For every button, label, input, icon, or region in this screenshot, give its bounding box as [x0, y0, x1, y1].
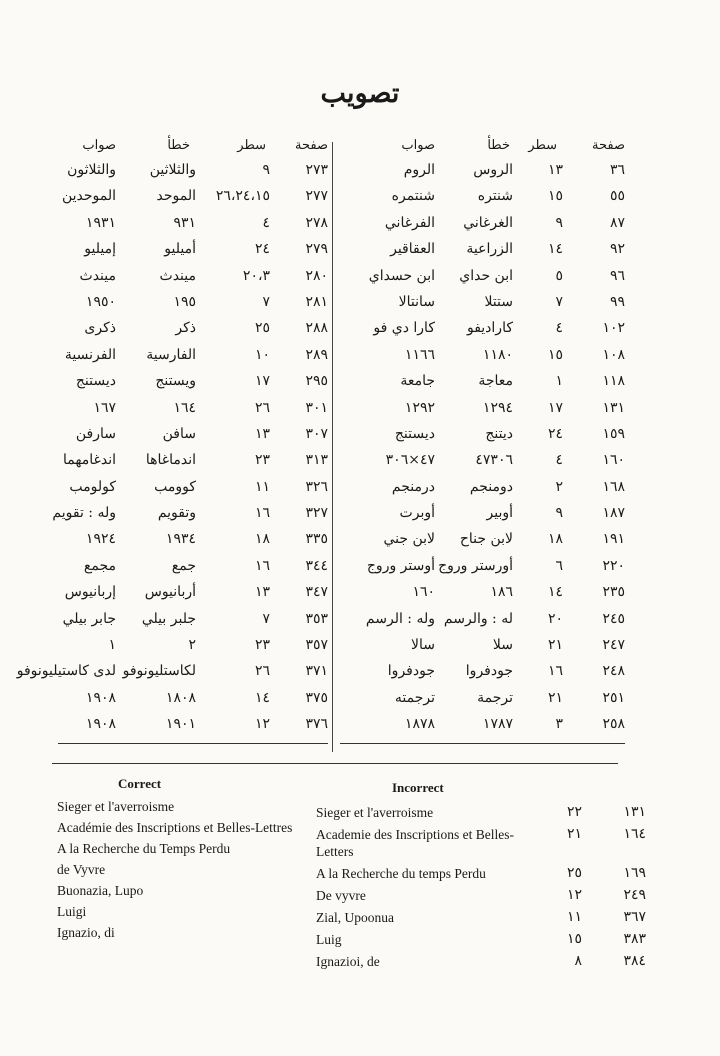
page-cell: ٢٧٧: [305, 188, 328, 205]
header-line: سطر: [237, 138, 266, 153]
table-row: [58, 580, 328, 606]
page-cell: ٣٤٤: [305, 557, 328, 574]
incorrect-text: Sieger et l'averroisme: [316, 805, 434, 820]
header-page: صفحة: [295, 138, 328, 153]
line-cell: ٧: [262, 293, 270, 310]
right-cell: ١٩٥٠: [85, 293, 116, 310]
incorrect-item: [316, 804, 646, 821]
line-cell: ١٤: [547, 241, 563, 258]
line-cell: ١٦: [254, 505, 270, 522]
wrong-cell: سلا: [492, 637, 513, 654]
table-row: [58, 527, 328, 553]
header-right: صواب: [401, 138, 435, 153]
page-cell: ٢٣٥: [602, 584, 625, 601]
table-row: [58, 633, 328, 659]
table-bottom-rule: [58, 743, 328, 744]
table-row: [58, 422, 328, 448]
wrong-cell: ٢: [188, 637, 196, 654]
table-row: [340, 316, 625, 342]
correct-item: Ignazio, di: [57, 925, 115, 940]
wrong-cell: كاراديفو: [466, 320, 513, 337]
table-row: [58, 184, 328, 210]
right-cell: أوبرت: [399, 505, 435, 522]
table-row: [16, 659, 328, 685]
incorrect-item: [316, 909, 646, 926]
line-cell: ٩: [555, 214, 563, 231]
wrong-cell: ١٩٥: [173, 293, 196, 310]
incorrect-page-number: ٣٨٣: [623, 932, 646, 947]
correct-list: [57, 798, 317, 945]
incorrect-item: [316, 931, 646, 948]
right-cell: ديستنج: [75, 373, 116, 390]
page-cell: ١٠٨: [602, 346, 625, 363]
table-header-row: [58, 134, 328, 158]
line-cell: ٤: [555, 452, 563, 469]
page-cell: ١٥٩: [602, 425, 625, 442]
line-cell: ٢٦: [254, 399, 270, 416]
incorrect-page-number: ٢٤٩: [623, 888, 646, 903]
page-cell: ٢٥٨: [602, 716, 625, 733]
page-cell: ٢٧٩: [305, 241, 328, 258]
table-row: [340, 686, 625, 712]
right-cell: الفرغاني: [384, 214, 435, 231]
wrong-cell: الفارسية: [146, 346, 196, 363]
table-row: [58, 369, 328, 395]
line-cell: ٢٣: [254, 637, 270, 654]
line-cell: ١٥: [547, 188, 563, 205]
page-cell: ٢٤٥: [602, 610, 625, 627]
page-cell: ١٩١: [602, 531, 625, 548]
right-cell: والثلاثون: [67, 162, 116, 178]
wrong-cell: ستتلا: [484, 293, 513, 310]
right-cell: جودفروا: [387, 663, 435, 680]
wrong-cell: الروس: [473, 162, 513, 178]
table-row: [340, 633, 625, 659]
right-cell: ١٩٠٨: [85, 716, 116, 733]
wrong-cell: ١٨٠٨: [165, 689, 196, 706]
incorrect-line-number: ٨: [574, 954, 582, 969]
line-cell: ٥: [555, 267, 563, 284]
wrong-cell: سافن: [162, 425, 196, 442]
line-cell: ١٣: [254, 584, 270, 601]
right-cell: سارفن: [75, 425, 116, 442]
wrong-cell: جمع: [171, 557, 196, 574]
correct-item: Académie des Inscriptions et Belles-Lettres: [57, 820, 293, 835]
page-cell: ٢٨٠: [305, 267, 328, 284]
table-row: [58, 343, 328, 369]
table-row: [340, 712, 625, 738]
line-cell: ٢٤: [547, 425, 563, 442]
errata-table-right: [340, 134, 625, 739]
page-cell: ٢٤٧: [602, 637, 625, 654]
incorrect-item: [316, 826, 646, 860]
line-cell: ٢: [555, 478, 563, 495]
page-cell: ٣٧٦: [305, 716, 328, 733]
table-row: [58, 316, 328, 342]
right-cell: ١١٦٦: [404, 346, 435, 363]
table-row: [340, 211, 625, 237]
line-cell: ٢٦،٢٤،١٥: [215, 188, 270, 205]
wrong-cell: أورستر وروج: [438, 557, 513, 574]
incorrect-text: A la Recherche du temps Perdu: [316, 866, 486, 881]
page-cell: ٣٧١: [305, 663, 328, 680]
wrong-cell: ذكر: [175, 320, 196, 337]
line-cell: ٣: [555, 716, 563, 733]
incorrect-line-number: ٢١: [566, 827, 582, 842]
right-cell: أوستر وروج: [366, 557, 435, 574]
page-cell: ٢٨١: [305, 293, 328, 310]
incorrect-text: Ignazioi, de: [316, 954, 380, 969]
table-row: [58, 607, 328, 633]
line-cell: ١٨: [254, 531, 270, 548]
right-cell: سانتالا: [398, 293, 435, 310]
line-cell: ٩: [262, 162, 270, 178]
right-cell: وله : الرسم: [365, 610, 435, 627]
line-cell: ١٢: [254, 716, 270, 733]
table-row: [58, 158, 328, 184]
correct-item: Luigi: [57, 904, 87, 919]
table-row: [340, 580, 625, 606]
page-cell: ٣٣٥: [305, 531, 328, 548]
incorrect-item: [316, 865, 646, 882]
wrong-cell: دومنجم: [469, 478, 513, 495]
incorrect-text: Zial, Upoonua: [316, 910, 394, 925]
errata-table-left: [16, 134, 328, 739]
line-cell: ٧: [555, 293, 563, 310]
table-row: [52, 501, 328, 527]
table-row: [340, 554, 625, 580]
wrong-cell: ٩٣١: [173, 214, 196, 231]
wrong-cell: ابن حداي: [459, 267, 513, 284]
wrong-cell: ١١٨٠: [482, 346, 513, 363]
line-cell: ١٠: [254, 346, 270, 363]
incorrect-heading: Incorrect: [392, 780, 444, 795]
incorrect-page-number: ١٣١: [623, 805, 646, 820]
right-cell: سالا: [411, 637, 435, 654]
page-cell: ٢٤٨: [602, 663, 625, 680]
page-cell: ٣٥٧: [305, 637, 328, 654]
right-cell: الموحدين: [61, 188, 116, 205]
incorrect-line-number: ١٥: [566, 932, 582, 947]
line-cell: ١٧: [547, 399, 563, 416]
page-cell: ٥٥: [609, 188, 625, 205]
wrong-cell: الغرغاني: [463, 214, 513, 231]
page-cell: ٩٦: [609, 267, 625, 284]
table-row: [58, 475, 328, 501]
header-line: سطر: [528, 138, 557, 153]
page-cell: ٢٨٩: [305, 346, 328, 363]
wrong-cell: ١٨٦: [490, 584, 513, 601]
header-page: صفحة: [592, 138, 625, 153]
correct-item: Sieger et l'averroisme: [57, 799, 175, 814]
line-cell: ١٣: [254, 425, 270, 442]
header-wrong: خطأ: [167, 138, 190, 153]
column-divider: [332, 142, 333, 752]
page-cell: ١١٨: [602, 373, 625, 390]
page-cell: ٨٧: [609, 214, 625, 231]
incorrect-line-number: ١٢: [566, 888, 582, 903]
correct-item: Buonazia, Lupo: [57, 883, 144, 898]
line-cell: ٢١: [547, 637, 563, 654]
incorrect-list: [316, 804, 646, 975]
line-cell: ١: [555, 373, 563, 390]
line-cell: ٧: [262, 610, 270, 627]
wrong-cell: ١٦٤: [173, 399, 196, 416]
table-row: [340, 475, 625, 501]
line-cell: ٢٤: [254, 241, 270, 258]
wrong-cell: جودفروا: [465, 663, 513, 680]
table-row: [58, 290, 328, 316]
right-cell: إميليو: [84, 241, 116, 258]
table-row: [340, 184, 625, 210]
table-row: [340, 237, 625, 263]
wrong-cell: ترجمة: [477, 689, 513, 706]
wrong-cell: وتقويم: [157, 505, 196, 522]
right-cell: ١٩٢٤: [85, 531, 116, 548]
wrong-cell: أوبير: [486, 505, 513, 522]
table-row: [340, 369, 625, 395]
wrong-cell: ١٩٠١: [165, 716, 196, 733]
page-cell: ٩٩: [609, 293, 625, 310]
table-row: [340, 501, 625, 527]
page-cell: ٣٠١: [305, 399, 328, 416]
right-cell: اندغامهما: [62, 452, 116, 469]
line-cell: ١٥: [547, 346, 563, 363]
table-row: [58, 554, 328, 580]
line-cell: ١٤: [547, 584, 563, 601]
table-row: [340, 659, 625, 685]
line-cell: ٦: [555, 557, 563, 574]
right-cell: ابن حسداي: [368, 267, 435, 284]
right-cell: جابر بيلي: [62, 610, 116, 627]
line-cell: ٢٦: [254, 663, 270, 680]
line-cell: ٩: [555, 505, 563, 522]
line-cell: ١٦: [254, 557, 270, 574]
header-wrong: خطأ: [487, 138, 510, 153]
page-cell: ٢٢٠: [602, 557, 625, 574]
page-cell: ١٠٢: [602, 320, 625, 337]
wrong-cell: ميندث: [159, 267, 196, 284]
page-cell: ١٦٨: [602, 478, 625, 495]
table-row: [58, 448, 328, 474]
right-cell: العقاقير: [390, 241, 435, 258]
line-cell: ٢٠: [547, 610, 563, 627]
right-cell: الفرنسية: [64, 346, 116, 363]
page-cell: ٢٩٥: [305, 373, 328, 390]
right-cell: ١٢٩٢: [404, 399, 435, 416]
line-cell: ١١: [254, 478, 270, 495]
table-row: [340, 290, 625, 316]
right-cell: درمنجم: [391, 478, 435, 495]
wrong-cell: كوومب: [154, 478, 196, 495]
table-row: [340, 396, 625, 422]
wrong-cell: ١٩٣٤: [165, 531, 196, 548]
section-divider: [52, 763, 618, 764]
page-cell: ٢٧٣: [305, 162, 328, 178]
wrong-cell: أميليو: [164, 241, 196, 258]
line-cell: ٢٠،٣: [242, 267, 270, 284]
line-cell: ١٦: [547, 663, 563, 680]
correct-heading: Correct: [118, 776, 162, 791]
page-cell: ٣٦: [609, 162, 625, 178]
line-cell: ١٤: [254, 689, 270, 706]
table-row: [340, 158, 625, 184]
incorrect-text: De vyvre: [316, 888, 366, 903]
page-cell: ٣٤٧: [305, 584, 328, 601]
table-row: [58, 237, 328, 263]
line-cell: ٤: [262, 214, 270, 231]
wrong-cell: لكاستليونوفو: [122, 663, 196, 680]
right-cell: ديستنج: [394, 425, 435, 442]
correct-item: A la Recherche du Temps Perdu: [57, 841, 231, 856]
table-row: [58, 712, 328, 738]
incorrect-page-number: ١٦٩: [623, 866, 646, 881]
right-cell: ١٦٧: [93, 399, 116, 416]
wrong-cell: اندماغاها: [145, 452, 196, 469]
right-cell: جامعة: [400, 373, 435, 390]
page-cell: ٣٧٥: [305, 689, 328, 706]
table-row: [58, 396, 328, 422]
line-cell: ١٣: [547, 162, 563, 178]
wrong-cell: أربانيوس: [144, 584, 196, 601]
right-cell: كارا دي فو: [373, 320, 435, 337]
right-cell: ١٦٠: [412, 584, 435, 601]
wrong-cell: شنتره: [477, 188, 513, 205]
line-cell: ١٧: [254, 373, 270, 390]
line-cell: ٢١: [547, 689, 563, 706]
wrong-cell: الزراعية: [466, 241, 513, 258]
table-row: [340, 527, 625, 553]
page-cell: ٢٥١: [602, 689, 625, 706]
right-cell: ١٩٠٨: [85, 689, 116, 706]
page-cell: ٣٠٧: [305, 425, 328, 442]
wrong-cell: جلبر بيلي: [141, 610, 196, 627]
wrong-cell: لابن جناح: [459, 531, 513, 548]
right-cell: الروم: [403, 162, 435, 178]
incorrect-line-number: ٢٥: [566, 866, 582, 881]
page-cell: ٣٥٣: [305, 610, 328, 627]
incorrect-text: Luig: [316, 932, 342, 947]
page-cell: ٣٢٧: [305, 505, 328, 522]
right-cell: ١٨٧٨: [404, 716, 435, 733]
table-header-row: [340, 134, 625, 158]
line-cell: ١٨: [547, 531, 563, 548]
page-cell: ٣٢٦: [305, 478, 328, 495]
wrong-cell: ديتنج: [485, 425, 513, 442]
right-cell: لابن جني: [383, 531, 435, 548]
page-cell: ١٣١: [602, 399, 625, 416]
table-row: [58, 264, 328, 290]
page-cell: ١٦٠: [602, 452, 625, 469]
page-cell: ٩٢: [609, 241, 625, 258]
table-row: [58, 211, 328, 237]
incorrect-item: [316, 953, 646, 970]
page-cell: ١٨٧: [602, 505, 625, 522]
incorrect-item: [316, 887, 646, 904]
incorrect-page-number: ٣٦٧: [623, 910, 646, 925]
line-cell: ٤: [555, 320, 563, 337]
header-right: صواب: [82, 138, 116, 153]
page-cell: ٣١٣: [305, 452, 328, 469]
table-row: [340, 448, 625, 474]
incorrect-page-number: ١٦٤: [623, 827, 646, 842]
incorrect-line-number: ١١: [566, 910, 582, 925]
line-cell: ٢٥: [254, 320, 270, 337]
right-cell: ١٩٣١: [85, 214, 116, 231]
right-cell: ١: [108, 637, 116, 654]
right-cell: ذكرى: [84, 320, 116, 337]
right-cell: وله : تقويم: [52, 505, 116, 522]
incorrect-page-number: ٣٨٤: [623, 954, 646, 969]
right-cell: شنتمره: [391, 188, 435, 205]
wrong-cell: ٤٧٣٠٦: [475, 452, 513, 469]
page-cell: ٢٨٨: [305, 320, 328, 337]
right-cell: لدى كاستيليونوفو: [16, 663, 116, 680]
wrong-cell: معاجة: [478, 373, 513, 390]
wrong-cell: ويستنج: [155, 373, 196, 390]
incorrect-text: Academie des Inscriptions et Belles-Letters: [316, 827, 514, 859]
table-row: [58, 686, 328, 712]
right-cell: ترجمته: [394, 689, 435, 706]
wrong-cell: ١٧٨٧: [482, 716, 513, 733]
wrong-cell: والثلاثين: [149, 162, 196, 178]
right-cell: ميندث: [79, 267, 116, 284]
right-cell: كولومب: [69, 478, 116, 495]
table-row: [340, 422, 625, 448]
page-title: تصويب: [320, 78, 400, 109]
table-row: [340, 607, 625, 633]
right-cell: إربانيوس: [64, 584, 116, 601]
line-cell: ٢٣: [254, 452, 270, 469]
right-cell: مجمع: [83, 557, 116, 574]
table-row: [340, 343, 625, 369]
page-cell: ٢٧٨: [305, 214, 328, 231]
correct-item: de Vyvre: [57, 862, 106, 877]
table-row: [340, 264, 625, 290]
wrong-cell: الموحد: [156, 188, 196, 205]
incorrect-line-number: ٢٢: [566, 805, 582, 820]
wrong-cell: ١٢٩٤: [482, 399, 513, 416]
wrong-cell: له : والرسم: [443, 610, 513, 627]
right-cell: ٤٧×٣٠٦: [385, 452, 435, 469]
table-bottom-rule: [340, 743, 625, 744]
